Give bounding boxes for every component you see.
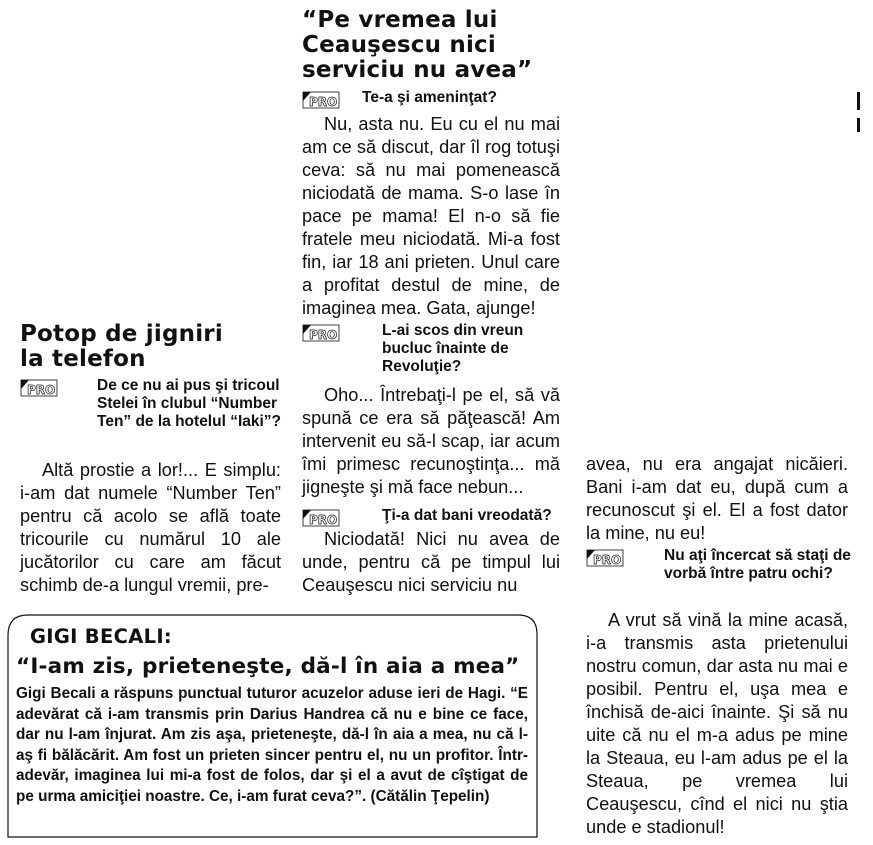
- headline-left: Potop de jigniri la telefon: [20, 321, 223, 372]
- answer-text: A vrut să vină la mine acasă, i-a transmis asta prietenului nostru comun, dar asta nu mai e posibil. Pentru el, uşa mea e închisă de-aici înainte. Şi să nu uite că nu el m-a adus pe mine la Steaua, eu l-am adus pe el la Steaua, pe vremea lui Ceauşescu, cînd el nici nu ştia unde e stadionul!: [586, 610, 848, 837]
- pro-badge-icon: [302, 91, 340, 109]
- question-text: Te-a şi ameninţat?: [362, 89, 497, 106]
- svg-text:PRO: PRO: [309, 95, 338, 109]
- pro-badge-icon: [302, 324, 340, 342]
- question-block: [302, 507, 564, 525]
- answer-text: Niciodată! Nici nu avea de unde, pentru că pe timpul lui Ceauşescu nici serviciu nu: [302, 529, 560, 595]
- quote-body: Gigi Becali a răspuns punctual tuturor acuzelor aduse ieri de Hagi. “E adevărat că i-am transmis prin Darius Handrea că nu e bine ce face, dar nu l-am înjurat. Am zis aşa, prieteneşte, dă-l în aia a mea, nu că l-aş fi bălăcărit. Am fost un prieten sincer pentru el, nu un profitor. Într-adevăr, imaginea lui mi-a fost de folos, dar şi el a avut de cîştigat de pe urma amiciţiei noastre. Ce, i-am furat ceva?”.: [16, 685, 528, 805]
- question-text: L-ai scos din vreun bucluc înainte de Revoluţie?: [382, 322, 524, 375]
- pro-badge-icon: [20, 379, 58, 397]
- answer-text: avea, nu era angajat nicăieri. Bani i-am dat eu, după cum a recunoscut şi el. El a fost dator la mine, nu eu!: [586, 454, 848, 543]
- question-block: [302, 89, 564, 107]
- page-edge-marks: [857, 92, 860, 132]
- question-text: Nu aţi încercat să staţi de vorbă între patru ochi?: [664, 547, 851, 582]
- question-text: De ce nu ai pus şi tricoul Stelei în clubul “Number Ten” de la hotelul “Iaki”?: [97, 377, 282, 430]
- pro-badge-icon: [302, 509, 340, 527]
- svg-text:PRO: PRO: [27, 383, 56, 397]
- headline-top: “Pe vremea lui Ceauşescu nici serviciu nu avea”: [302, 7, 533, 83]
- answer-text: Oho... Întrebaţi-l pe el, să vă spună ce era să păţească! Am intervenit eu să-l scap, iar acum îmi primesc recunoştinţa... mă jigneşte şi mă face nebun...: [302, 385, 560, 497]
- question-block: [302, 322, 564, 376]
- answer-text: Altă prostie a lor!... E simplu: i-am dat numele “Number Ten” pentru că acolo se află toate tricourile cu numărul 10 ale jucătorilor cu care am făcut schimb de-a lungul vremii, pre-: [20, 460, 281, 595]
- pro-badge-icon: [586, 549, 624, 567]
- svg-text:PRO: PRO: [593, 553, 622, 567]
- quote-title: “I-am zis, prieteneşte, dă-l în aia a mea”: [16, 654, 520, 679]
- question-text: Ţi-a dat bani vreodată?: [382, 507, 552, 524]
- svg-text:PRO: PRO: [309, 328, 338, 342]
- quote-box: [6, 613, 539, 839]
- quote-speaker: GIGI BECALI:: [30, 625, 172, 648]
- quote-author: (Cătălin Ţepelin): [370, 787, 490, 805]
- answer-text: Nu, asta nu. Eu cu el nu mai am ce să discut, dar îl rog totuşi ceva: să nu mai pomenească niciodată de mama. S-o lase în pace pe mama! El n-o să fie fratele meu niciodată. Mi-a fost fin, iar 18 ani prieten. Unul care a profitat destul de mine, de imaginea mea. Gata, ajunge!: [302, 114, 560, 318]
- question-block: [586, 547, 852, 583]
- quote-text: [16, 684, 528, 807]
- svg-text:PRO: PRO: [309, 513, 338, 527]
- question-block: [20, 377, 285, 431]
